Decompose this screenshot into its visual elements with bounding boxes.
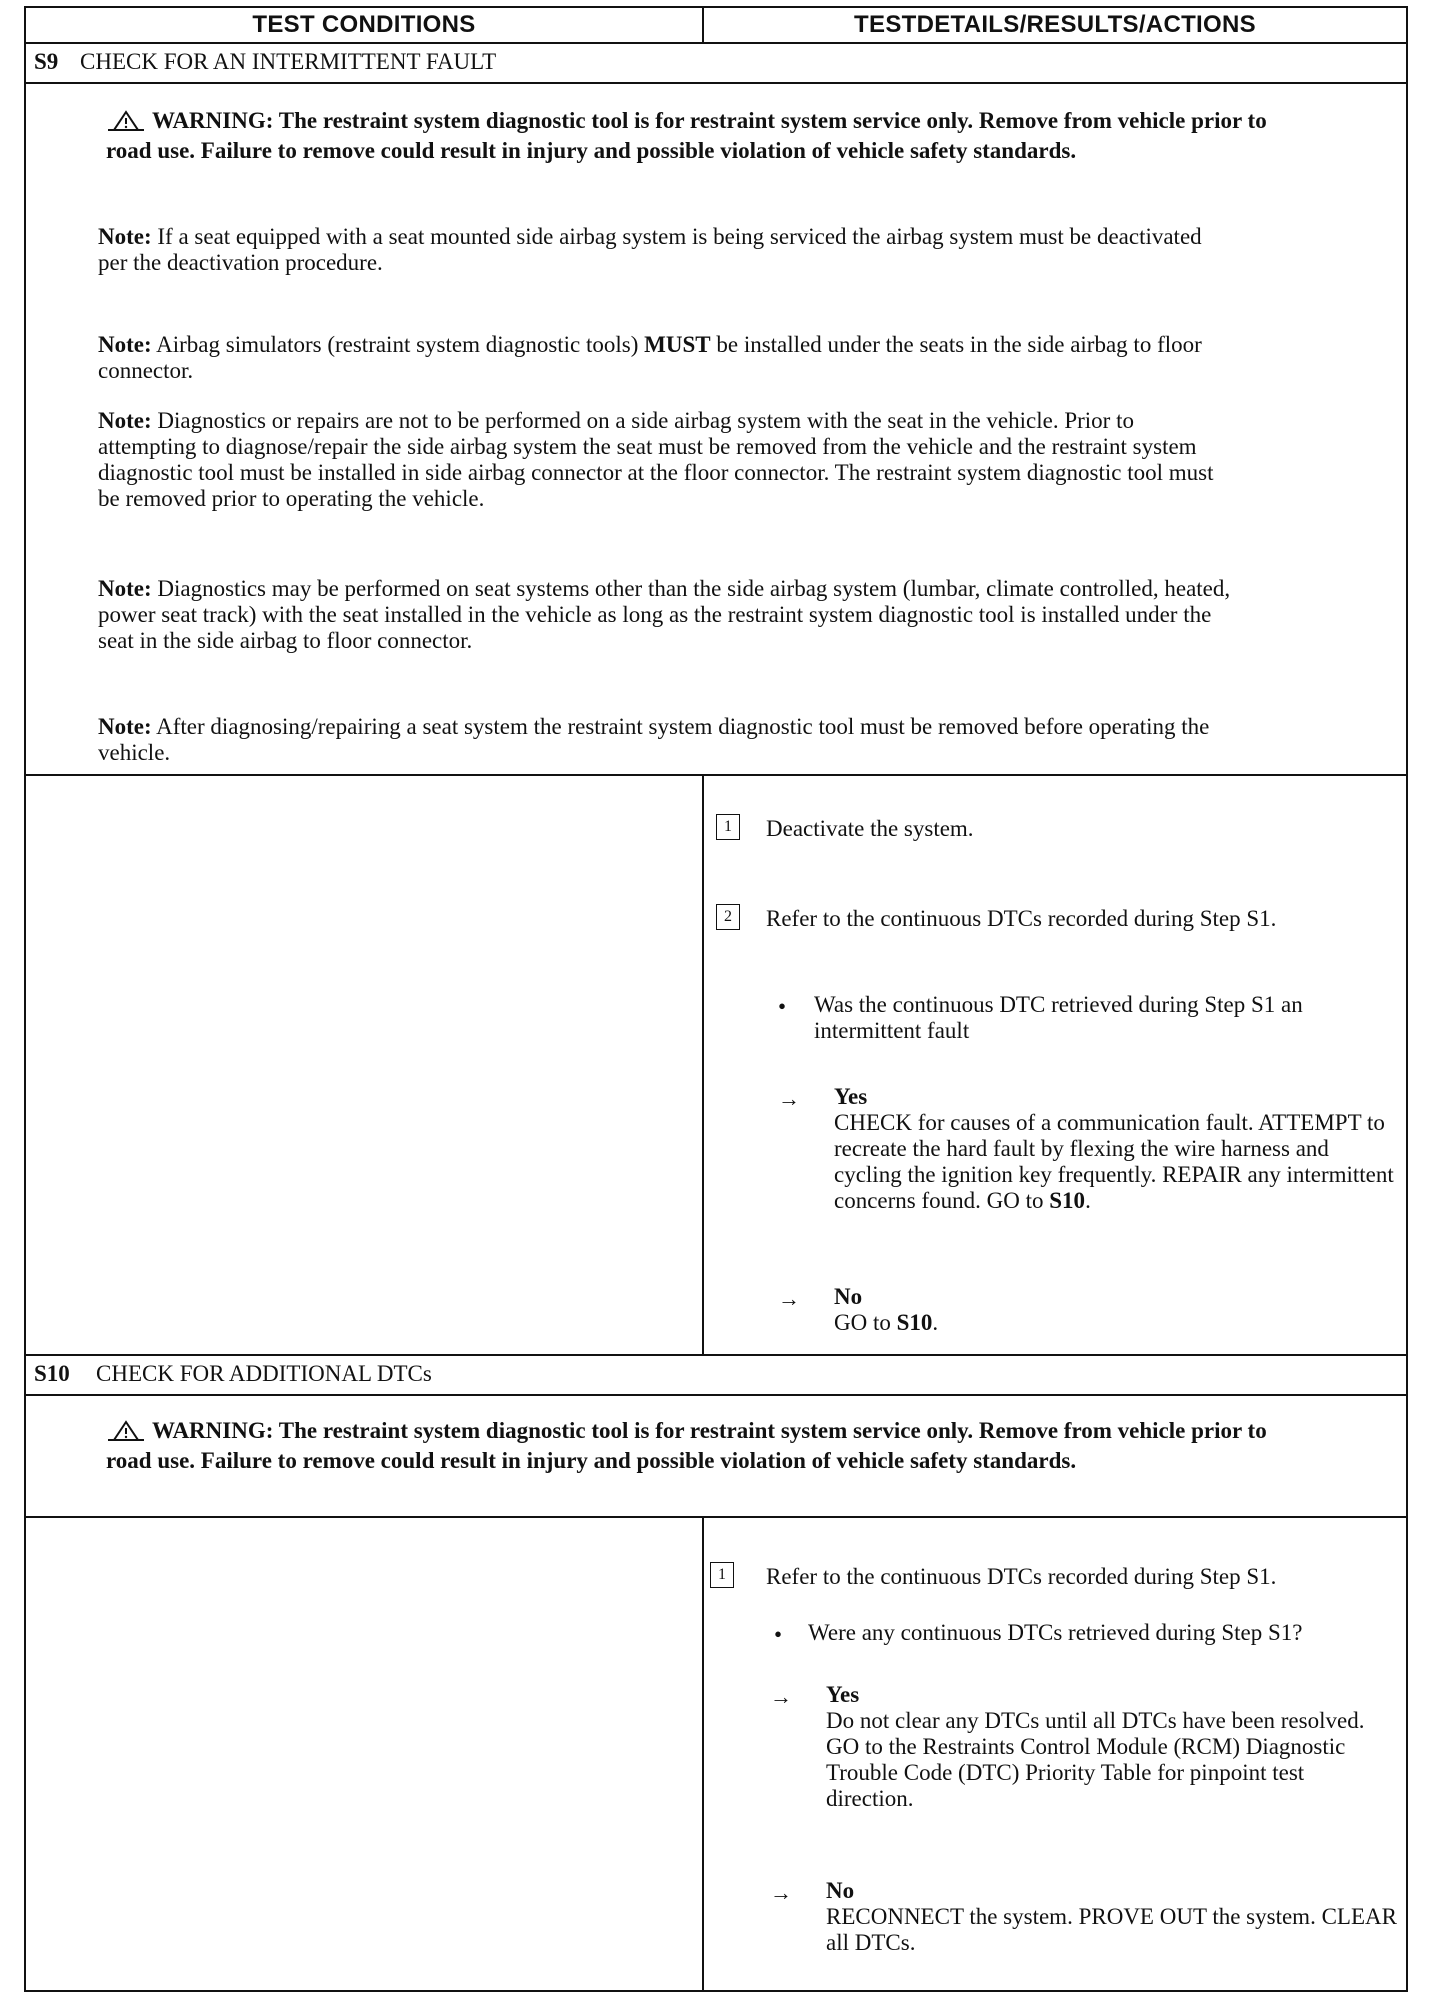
warning-text: WARNING: The restraint system diagnostic tool is for restraint system service only. Remove from vehicle prior to road use. Failure to remove could result in injury and possible violation of vehicle safety standards.	[106, 1418, 1267, 1473]
warning-triangle-icon	[106, 1420, 146, 1448]
note-label: Note:	[98, 224, 152, 249]
step-text: Deactivate the system.	[766, 816, 974, 841]
column-header-test-conditions: TEST CONDITIONS	[252, 11, 476, 38]
step-id: S9	[34, 49, 59, 74]
answer-no: No GO to S10.	[834, 1284, 1394, 1336]
arrow-right-icon: →	[778, 1086, 800, 1111]
rule	[26, 82, 1406, 84]
note-text: After diagnosing/repairing a seat system the restraint system diagnostic tool must be removed before operating the vehicle.	[98, 714, 1210, 765]
step-number-box: 1	[716, 814, 740, 840]
step-number-box: 2	[716, 904, 740, 930]
note-text: be installed under the seats in the side airbag to floor connector.	[98, 332, 1202, 383]
step-id: S10	[34, 1361, 70, 1386]
step-header-s10	[26, 1356, 1406, 1394]
answer-text: RECONNECT the system. PROVE OUT the system. CLEAR all DTCs.	[826, 1904, 1397, 1955]
answer-label: Yes	[834, 1084, 868, 1109]
step-number-box: 1	[710, 1562, 734, 1588]
answer-label: Yes	[826, 1682, 860, 1707]
bullet-icon: •	[778, 994, 787, 1019]
answer-yes: Yes CHECK for causes of a communication fault. ATTEMPT to recreate the hard fault by flexing the wire harness and cycling the ignition key frequently. REPAIR any intermittent concerns found. GO to S10.	[834, 1084, 1394, 1213]
goto-link: S10	[896, 1310, 933, 1335]
column-divider	[702, 1516, 704, 1992]
step-title: CHECK FOR ADDITIONAL DTCs	[96, 1361, 432, 1386]
rule	[26, 1394, 1406, 1396]
answer-text: Do not clear any DTCs until all DTCs have been resolved. GO to the Restraints Control Module (RCM) Diagnostic Trouble Code (DTC) Priority Table for pinpoint test direction.	[826, 1708, 1365, 1811]
header-divider	[702, 8, 704, 42]
warning-s9	[106, 108, 1286, 164]
arrow-right-icon: →	[770, 1684, 792, 1709]
note-label: Note:	[98, 714, 152, 739]
answer-no	[826, 1878, 1400, 1956]
question-text: Was the continuous DTC retrieved during Step S1 an intermittent fault	[814, 992, 1303, 1043]
column-header-details-results-actions: TESTDETAILS/RESULTS/ACTIONS	[854, 11, 1256, 38]
note-text: Diagnostics or repairs are not to be performed on a side airbag system with the seat in the vehicle. Prior to attempting to diagnose/repair the side airbag system the seat must be removed from the vehicle and the restraint system diagnostic tool must be installed in side airbag connector at the floor connector. The restraint system diagnostic tool must be removed prior to operating the vehicle.	[98, 408, 1214, 511]
step-text: Refer to the continuous DTCs recorded during Step S1.	[766, 1564, 1277, 1589]
answer-text: CHECK for causes of a communication fault. ATTEMPT to recreate the hard fault by flexing the wire harness and cycling the ignition key frequently. REPAIR any intermittent concerns found. GO to	[834, 1110, 1394, 1213]
note-label: Note:	[98, 408, 152, 433]
answer-label: No	[834, 1284, 863, 1309]
bullet-icon: •	[774, 1622, 783, 1647]
step-header-s9	[26, 44, 1406, 82]
arrow-right-icon: →	[778, 1286, 800, 1311]
note-label: Note:	[98, 576, 152, 601]
rule	[26, 1516, 1406, 1518]
note-1	[98, 224, 1228, 276]
warning-text: WARNING: The restraint system diagnostic tool is for restraint system service only. Remove from vehicle prior to road use. Failure to remove could result in injury and possible violation of vehicle safety standards.	[106, 108, 1267, 163]
note-4	[98, 576, 1238, 654]
note-text: If a seat equipped with a seat mounted side airbag system is being serviced the airbag system must be deactivated per the deactivation procedure.	[98, 224, 1202, 275]
step-text: Refer to the continuous DTCs recorded during Step S1.	[766, 906, 1277, 931]
answer-yes	[826, 1682, 1386, 1812]
goto-link: S10	[1049, 1188, 1086, 1213]
note-2	[98, 332, 1228, 384]
column-divider	[702, 774, 704, 1354]
rule	[26, 774, 1406, 776]
note-emphasis: MUST	[644, 332, 711, 357]
note-5	[98, 714, 1238, 766]
step-title: CHECK FOR AN INTERMITTENT FAULT	[80, 49, 497, 74]
warning-triangle-icon	[106, 110, 146, 138]
note-text: Diagnostics may be performed on seat systems other than the side airbag system (lumbar, climate controlled, heated, power seat track) with the seat installed in the vehicle as long as the restraint system diagnostic tool is installed under the seat in the side airbag to floor connector.	[98, 576, 1231, 653]
note-label: Note:	[98, 332, 152, 357]
warning-s10	[106, 1418, 1286, 1474]
note-text: Airbag simulators (restraint system diagnostic tools)	[156, 332, 639, 357]
diagnostic-table	[24, 6, 1408, 1992]
answer-text: GO to	[834, 1310, 891, 1335]
question-text: Were any continuous DTCs retrieved during Step S1?	[808, 1620, 1303, 1645]
arrow-right-icon: →	[770, 1880, 792, 1905]
note-3	[98, 408, 1238, 512]
answer-label: No	[826, 1878, 855, 1903]
